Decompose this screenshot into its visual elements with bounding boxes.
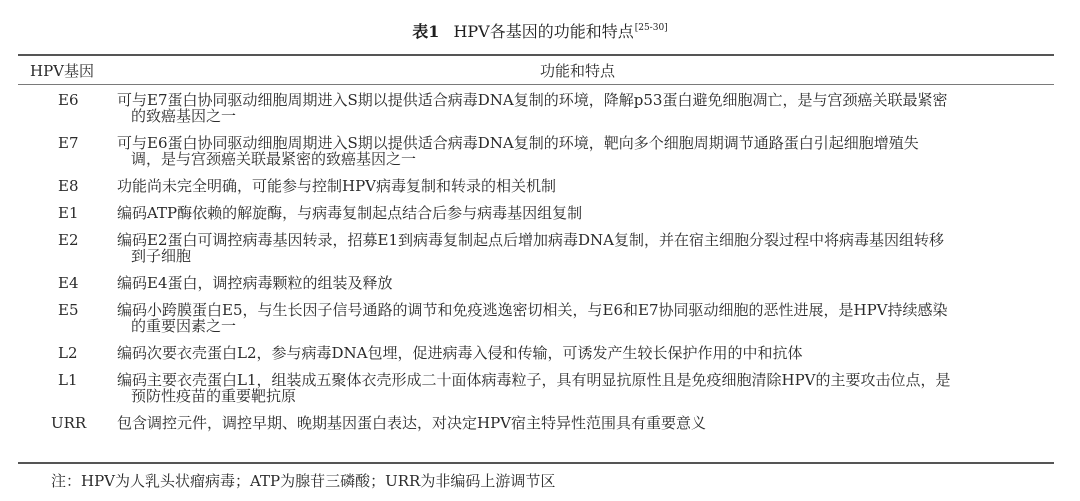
function-line: 包含调控元件，调控早期、晚期基因蛋白表达，对决定HPV宿主特异性范围具有重要意义	[117, 414, 707, 432]
function-line: 编码ATP酶依赖的解旋酶，与病毒复制起点结合后参与病毒基因组复制	[117, 204, 583, 222]
table-label: 表1	[412, 22, 440, 41]
column-header-gene: HPV基因	[30, 62, 95, 80]
table-note: 注：HPV为人乳头状瘤病毒；ATP为腺苷三磷酸；URR为非编码上游调节区	[51, 472, 556, 490]
header-rule	[18, 84, 1054, 85]
table-reference: [25-30]	[634, 23, 668, 33]
function-line: 可与E6蛋白协同驱动细胞周期进入S期以提供适合病毒DNA复制的环境，靶向多个细胞周期调节通路蛋白引起细胞增殖失	[117, 134, 919, 152]
gene-cell: E1	[58, 204, 79, 222]
table-row	[0, 92, 1080, 124]
table-row	[0, 135, 1080, 167]
function-line-continued: 的致癌基因之一	[131, 107, 237, 125]
table-row	[0, 415, 1080, 431]
function-cell	[117, 415, 1049, 431]
gene-cell: L2	[58, 344, 78, 362]
table-row	[0, 302, 1080, 334]
function-cell	[117, 135, 1049, 167]
gene-cell: E2	[58, 231, 79, 249]
gene-cell: E6	[58, 91, 79, 109]
column-header-function: 功能和特点	[540, 62, 616, 80]
table-title: HPV各基因的功能和特点	[453, 22, 634, 41]
table-header	[0, 60, 1080, 84]
table-row	[0, 345, 1080, 361]
function-line-continued: 的重要因素之一	[131, 317, 237, 335]
function-line: 可与E7蛋白协同驱动细胞周期进入S期以提供适合病毒DNA复制的环境，降解p53蛋白避免细胞凋亡，是与宫颈癌关联最紧密	[117, 91, 948, 109]
top-rule	[18, 54, 1054, 56]
function-cell	[117, 345, 1049, 361]
function-line-continued: 到子细胞	[131, 247, 192, 265]
function-line-continued: 调，是与宫颈癌关联最紧密的致癌基因之一	[131, 150, 417, 168]
table-row	[0, 205, 1080, 221]
gene-cell: E8	[58, 177, 79, 195]
gene-cell: URR	[51, 414, 87, 432]
function-line: 编码主要衣壳蛋白L1，组装成五聚体衣壳形成二十面体病毒粒子，具有明显抗原性且是免疫细胞清除HPV的主要攻击位点，是	[117, 371, 951, 389]
function-line-continued: 预防性疫苗的重要靶抗原	[131, 387, 297, 405]
function-cell	[117, 372, 1049, 404]
table-caption	[0, 22, 1080, 42]
function-cell	[117, 92, 1049, 124]
function-line: 功能尚未完全明确，可能参与控制HPV病毒复制和转录的相关机制	[117, 177, 557, 195]
function-cell	[117, 205, 1049, 221]
function-cell	[117, 275, 1049, 291]
gene-cell: L1	[58, 371, 78, 389]
table-row	[0, 372, 1080, 404]
gene-cell: E5	[58, 301, 79, 319]
table-body	[0, 92, 1080, 442]
function-line: 编码E4蛋白，调控病毒颗粒的组装及释放	[117, 274, 393, 292]
function-line: 编码次要衣壳蛋白L2，参与病毒DNA包埋，促进病毒入侵和传输，可诱发产生较长保护作用的中和抗体	[117, 344, 803, 362]
table-row	[0, 232, 1080, 264]
gene-cell: E7	[58, 134, 79, 152]
gene-cell: E4	[58, 274, 79, 292]
function-cell	[117, 178, 1049, 194]
function-cell	[117, 302, 1049, 334]
function-line: 编码E2蛋白可调控病毒基因转录，招募E1到病毒复制起点后增加病毒DNA复制，并在宿主细胞分裂过程中将病毒基因组转移	[117, 231, 944, 249]
bottom-rule	[18, 462, 1054, 464]
function-cell	[117, 232, 1049, 264]
function-line: 编码小跨膜蛋白E5，与生长因子信号通路的调节和免疫逃逸密切相关，与E6和E7协同驱动细胞的恶性进展，是HPV持续感染	[117, 301, 948, 319]
table-row	[0, 275, 1080, 291]
table-row	[0, 178, 1080, 194]
